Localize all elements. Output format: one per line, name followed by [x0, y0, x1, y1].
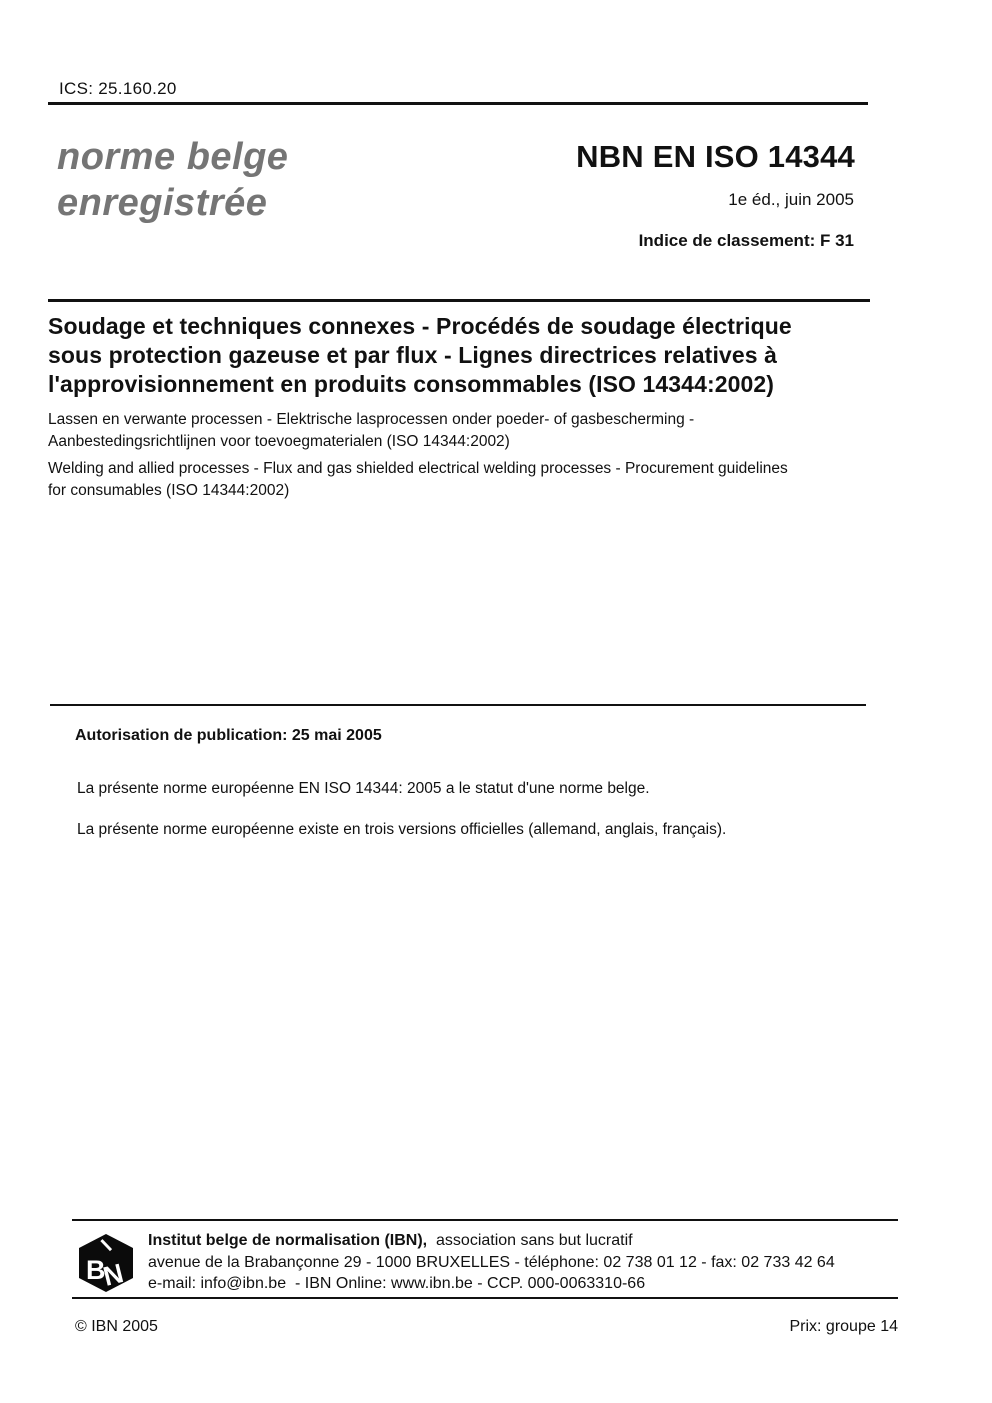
- document-status: [57, 134, 288, 226]
- publisher-association: association sans but lucratif: [427, 1232, 633, 1249]
- logo-letter-i: I: [97, 1235, 117, 1256]
- title-fr-line1: Soudage et techniques connexes - Procédés de soudage électrique: [48, 313, 792, 339]
- versions-paragraph: La présente norme européenne existe en trois versions officielles (allemand, anglais, français).: [77, 821, 727, 838]
- document-title-nl: [48, 409, 694, 452]
- classification-index: Indice de classement: F 31: [638, 231, 854, 250]
- title-divider: [48, 299, 870, 302]
- document-status-line2: enregistrée: [57, 182, 268, 224]
- document-title-fr: [48, 312, 792, 399]
- publisher-box-bottom-divider: [72, 1297, 898, 1299]
- publisher-name-line: [148, 1230, 835, 1252]
- document-title-en: [48, 458, 788, 501]
- publisher-box-top-divider: [72, 1219, 898, 1221]
- price-group: Prix: groupe 14: [789, 1318, 898, 1335]
- header-divider: [48, 102, 868, 105]
- edition-date: 1e éd., juin 2005: [728, 190, 854, 209]
- logo-letter-b: B: [86, 1255, 106, 1285]
- title-nl-line2: Aanbestedingsrichtlijnen voor toevoegmaterialen (ISO 14344:2002): [48, 432, 510, 450]
- title-en-line1: Welding and allied processes - Flux and gas shielded electrical welding processes - Procurement guidelines: [48, 460, 788, 477]
- document-status-line1: norme belge: [57, 136, 289, 178]
- title-fr-line2: sous protection gazeuse et par flux - Lignes directrices relatives à: [48, 342, 777, 368]
- standard-number: NBN EN ISO 14344: [576, 139, 855, 174]
- status-paragraph: La présente norme européenne EN ISO 14344: 2005 a le statut d'une norme belge.: [77, 780, 650, 797]
- title-fr-line3: l'approvisionnement en produits consommables (ISO 14344:2002): [48, 371, 775, 397]
- title-en-line2: for consumables (ISO 14344:2002): [48, 481, 290, 499]
- copyright-notice: © IBN 2005: [75, 1318, 158, 1335]
- publisher-contact: e-mail: info@ibn.be - IBN Online: www.ibn.be - CCP. 000-0063310-66: [148, 1275, 646, 1292]
- title-nl-line1: Lassen en verwante processen - Elektrische lasprocessen onder poeder- of gasbescherming -: [48, 411, 695, 428]
- publisher-name: Institut belge de normalisation (IBN),: [148, 1232, 428, 1249]
- publisher-info: [148, 1230, 835, 1295]
- ibn-cube-logo-icon: [75, 1233, 137, 1293]
- authorization-divider: [50, 704, 866, 706]
- ics-code: ICS: 25.160.20: [59, 79, 177, 98]
- publisher-address: avenue de la Brabançonne 29 - 1000 BRUXELLES - téléphone: 02 738 01 12 - fax: 02 733 42 64: [148, 1253, 835, 1271]
- logo-letter-n: N: [100, 1257, 127, 1292]
- authorization-label: Autorisation de publication: 25 mai 2005: [75, 727, 382, 744]
